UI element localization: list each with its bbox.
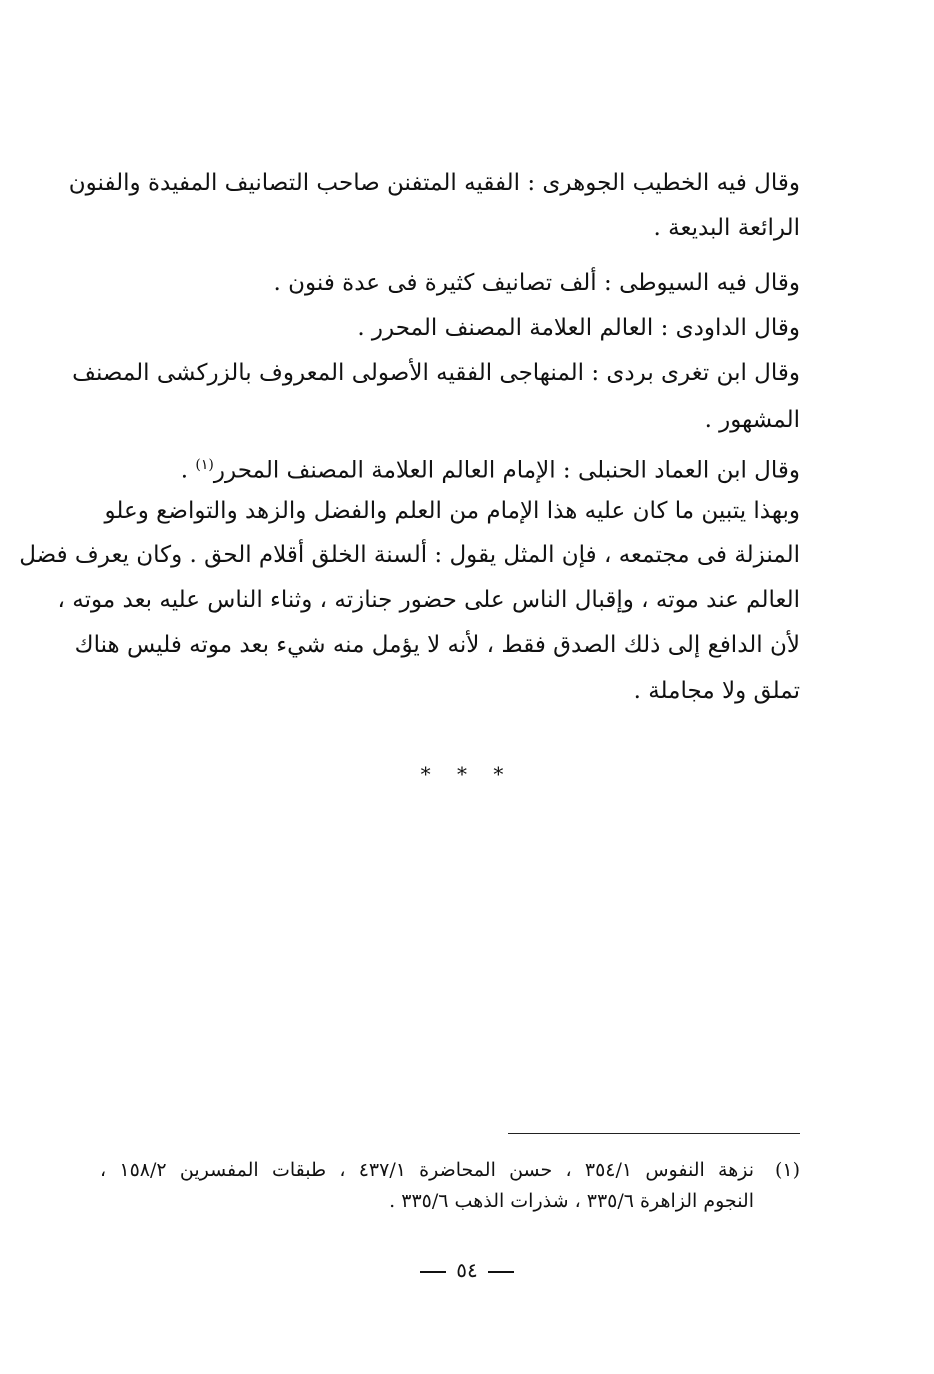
text-line-3: وقال فيه السيوطى : ألف تصانيف كثيرة فى عدة فنون . [273, 270, 800, 296]
text-line-11: لأن الدافع إلى ذلك الصدق فقط ، لأنه لا يؤمل منه شيء بعد موته فليس هناك [74, 632, 800, 658]
text-line-6: المشهور . [704, 407, 800, 433]
footnote-reference: (١) [195, 457, 214, 473]
text-line-1: وقال فيه الخطيب الجوهرى : الفقيه المتفنن صاحب التصانيف المفيدة والفنون [68, 170, 800, 196]
text-line-4: وقال الداودى : العالم العلامة المصنف المحرر . [357, 315, 800, 341]
footnote-line-1: نزهة النفوس ٣٥٤/١ ، حسن المحاضرة ٤٣٧/١ ، طبقات المفسرين ١٥٨/٢ ، [100, 1159, 754, 1181]
text-line-5: وقال ابن تغرى بردى : المنهاجى الفقيه الأصولى المعروف بالزركشى المصنف [72, 360, 800, 386]
dash-right [420, 1271, 446, 1273]
text-line-2: الرائعة البديعة . [653, 215, 800, 241]
section-separator: * * * [420, 762, 514, 786]
page-number-value: ٥٤ [456, 1258, 478, 1282]
text-line-8: وبهذا يتبين ما كان عليه هذا الإمام من العلم والفضل والزهد والتواضع وعلو [104, 498, 800, 524]
text-line-7 [181, 450, 800, 486]
footnote-marker: (١) [774, 1159, 800, 1181]
text-line-10: العالم عند موته ، وإقبال الناس على حضور جنازته ، وثناء الناس عليه بعد موته ، [57, 587, 800, 613]
dash-left [488, 1271, 514, 1273]
footnote-line-2: النجوم الزاهرة ٣٣٥/٦ ، شذرات الذهب ٣٣٥/٦ . [389, 1190, 754, 1212]
page-number [0, 1258, 934, 1282]
footnote-rule [508, 1133, 800, 1134]
text-line-7-end: . [180, 457, 196, 484]
text-line-7-body: وقال ابن العماد الحنبلى : الإمام العالم العلامة المصنف المحرر [213, 457, 800, 484]
text-line-12: تملق ولا مجاملة . [633, 678, 800, 704]
text-line-9: المنزلة فى مجتمعه ، فإن المثل يقول : ألسنة الخلق أقلام الحق . وكان يعرف فضل [19, 542, 800, 568]
